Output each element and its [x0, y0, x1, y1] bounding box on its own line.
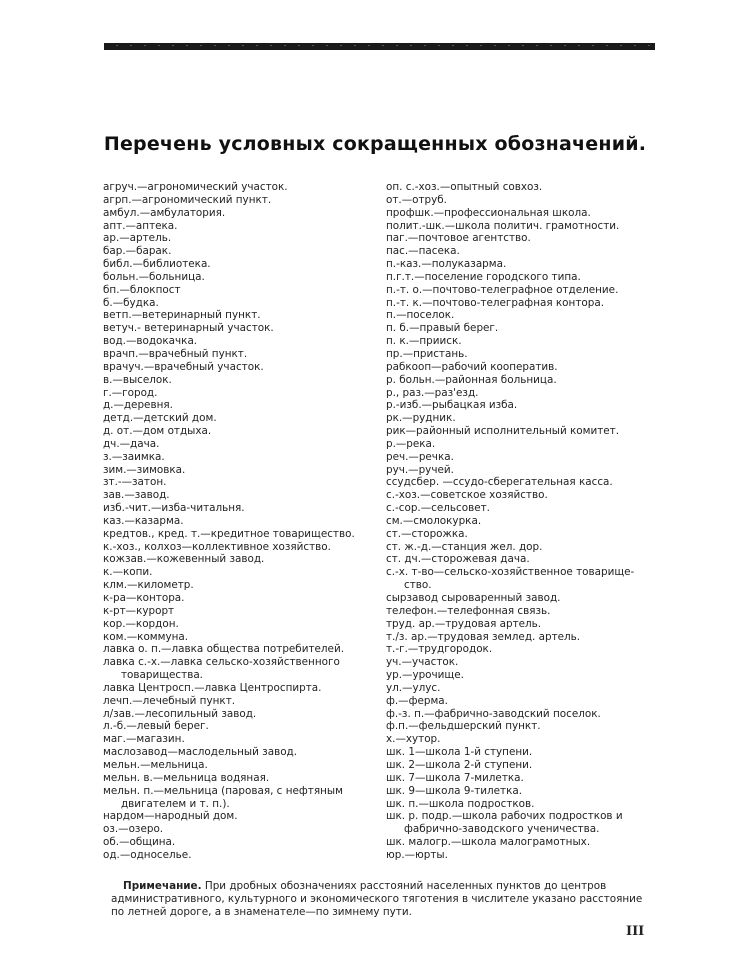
- abbreviation-entry: мельн. в.—мельница водяная.: [103, 771, 270, 784]
- abbreviation-entry: ссудсбер. —ссудо-сберегательная касса.: [386, 476, 613, 489]
- abbreviation-entry: профшк.—профессиональная школа.: [386, 206, 591, 219]
- abbreviation-entry: бар.—барак.: [103, 245, 172, 258]
- abbreviation-entry: руч.—ручей.: [386, 463, 454, 476]
- abbreviation-entry: шк. 9—школа 9-тилетка.: [386, 784, 523, 797]
- abbreviation-entry: г.—город.: [103, 386, 158, 399]
- abbreviation-entry: клм.—километр.: [103, 579, 194, 592]
- abbreviation-entry: кожзав.—кожевенный завод.: [103, 553, 265, 566]
- abbreviation-entry: ветп.—ветеринарный пункт.: [103, 309, 261, 322]
- abbreviation-entry: юр.—юрты.: [386, 848, 448, 861]
- abbreviation-entry: рик—районный исполнительный комитет.: [386, 425, 620, 438]
- abbreviation-entry: шк. 7—школа 7-милетка.: [386, 771, 524, 784]
- abbreviation-entry: каз.—казарма.: [103, 514, 184, 527]
- abbreviation-entry: бп.—блокпост: [103, 283, 181, 296]
- abbreviation-entry: больн.—больница.: [103, 270, 205, 283]
- abbreviation-entry: т.-г.—трудгородок.: [386, 643, 493, 656]
- footnote-text: При дробных обозначениях расстояний населенных пунктов до центров административного, культурного и экономического тяготения в числителе указано расстояние по летней дороге, а в знаменателе—по зимнему пути.: [111, 880, 643, 918]
- abbreviation-entry: д. от.—дом отдыха.: [103, 425, 212, 438]
- abbreviation-entry: рабкооп—рабочий кооператив.: [386, 360, 558, 373]
- abbreviation-entry: п.-т. к.—почтово-телеграфная контора.: [386, 296, 605, 309]
- abbreviation-entry: р.—река.: [386, 437, 436, 450]
- abbreviation-entry: ул.—улус.: [386, 681, 441, 694]
- abbreviation-entry: т./з. ар.—трудовая землед. артель.: [386, 630, 581, 643]
- abbreviation-entry: врачп.—врачебный пункт.: [103, 347, 248, 360]
- abbreviation-entry: об.—община.: [103, 836, 176, 849]
- abbreviation-entry: кор.—кордон.: [103, 617, 179, 630]
- abbreviation-entry: вод.—водокачка.: [103, 335, 198, 348]
- abbreviation-entry: маслозавод—маслодельный завод.: [103, 746, 298, 759]
- abbreviation-entry: ст.—сторожка.: [386, 527, 468, 540]
- abbreviation-entry: к.—копи.: [103, 566, 153, 579]
- abbreviation-entry: амбул.—амбулатория.: [103, 206, 226, 219]
- abbreviation-entry: шк. п.—школа подростков.: [386, 797, 535, 810]
- abbreviation-entry: мельн.—мельница.: [103, 758, 208, 771]
- abbreviation-entry: д.—деревня.: [103, 399, 173, 412]
- abbreviation-entry: п.г.т.—поселение городского типа.: [386, 270, 581, 283]
- abbreviation-entry: двигателем и т. п.).: [121, 797, 230, 810]
- abbreviation-entry: зим.—зимовка.: [103, 463, 186, 476]
- abbreviation-entry: ф.-з. п.—фабрично-заводский поселок.: [386, 707, 601, 720]
- abbreviation-entry: шк. 1—школа 1-й ступени.: [386, 746, 533, 759]
- abbreviation-entry: шк. 2—школа 2-й ступени.: [386, 758, 533, 771]
- abbreviation-entry: изб.-чит.—изба-читальня.: [103, 502, 245, 515]
- abbreviation-entry: с.-сор.—сельсовет.: [386, 502, 490, 515]
- abbreviation-entry: в.—выселок.: [103, 373, 172, 386]
- abbreviation-entry: уч.—участок.: [386, 656, 459, 669]
- abbreviation-entry: маг.—магазин.: [103, 733, 185, 746]
- footnote: [111, 880, 656, 919]
- abbreviation-entry: лечп.—лечебный пункт.: [103, 694, 236, 707]
- abbreviation-entry: шк. малогр.—школа малограмотных.: [386, 836, 591, 849]
- abbreviation-entry: дч.—дача.: [103, 437, 160, 450]
- abbreviation-entry: лавка с.-х.—лавка сельско-хозяйственного: [103, 656, 340, 669]
- abbreviation-entry: рк.—рудник.: [386, 412, 456, 425]
- abbreviation-entry: п. к.—прииск.: [386, 335, 462, 348]
- abbreviation-entry: х.—хутор.: [386, 733, 441, 746]
- abbreviation-entry: пас.—пасека.: [386, 245, 460, 258]
- abbreviation-entry: ар.—артель.: [103, 232, 172, 245]
- abbreviation-entry: мельн. п.—мельница (паровая, с нефтяным: [103, 784, 343, 797]
- abbreviation-entry: п.-каз.—полуказарма.: [386, 258, 507, 271]
- abbreviation-entry: к-рт—курорт: [103, 604, 175, 617]
- abbreviation-entry: с.-х. т-во—сельско-хозяйственное товарище-: [386, 566, 635, 579]
- abbreviation-entry: ком.—коммуна.: [103, 630, 189, 643]
- abbreviation-entry: п.—поселок.: [386, 309, 455, 322]
- page-number: III: [626, 924, 645, 939]
- abbreviation-entry: зт.-—затон.: [103, 476, 167, 489]
- abbreviation-entry: р.-изб.—рыбацкая изба.: [386, 399, 518, 412]
- abbreviation-entry: к-ра—контора.: [103, 592, 185, 604]
- abbreviation-list-right: [386, 181, 658, 862]
- abbreviation-entry: см.—смолокурка.: [386, 514, 482, 527]
- abbreviation-entry: товарищества.: [121, 669, 203, 682]
- abbreviation-entry: библ.—библиотека.: [103, 258, 211, 271]
- abbreviation-entry: агруч.—агрономический участок.: [103, 181, 288, 193]
- abbreviation-entry: ст. дч.—сторожевая дача.: [386, 553, 530, 566]
- abbreviation-entry: кредтов., кред. т.—кредитное товарищество.: [103, 527, 355, 540]
- abbreviation-entry: з.—заимка.: [103, 450, 165, 463]
- abbreviation-entry: р., раз.—раз'езд.: [386, 386, 479, 399]
- abbreviation-entry: ст. ж.-д.—станция жел. дор.: [386, 540, 543, 553]
- abbreviation-entry: од.—односелье.: [103, 848, 192, 861]
- abbreviation-list-left: [103, 181, 383, 862]
- abbreviation-entry: шк. р. подр.—школа рабочих подростков и: [386, 810, 623, 823]
- abbreviation-entry: с.-хоз.—советское хозяйство.: [386, 489, 548, 502]
- abbreviation-entry: ветуч.- ветеринарный участок.: [103, 322, 274, 335]
- abbreviation-entry: апт.—аптека.: [103, 219, 178, 232]
- abbreviation-entry: к.-хоз., колхоз—коллективное хозяйство.: [103, 540, 331, 553]
- abbreviation-entry: р. больн.—районная больница.: [386, 373, 557, 386]
- abbreviation-entry: труд. ар.—трудовая артель.: [386, 617, 542, 630]
- abbreviation-entry: л.-б.—левый берег.: [103, 720, 209, 733]
- abbreviation-entry: оп. с.-хоз.—опытный совхоз.: [386, 181, 543, 193]
- abbreviation-entry: реч.—речка.: [386, 450, 454, 463]
- abbreviation-entry: паг.—почтовое агентство.: [386, 232, 531, 245]
- page-title: Перечень условных сокращенных обозначений.: [103, 133, 647, 155]
- top-rule: [104, 43, 655, 50]
- abbreviation-entry: п. б.—правый берег.: [386, 322, 499, 335]
- abbreviation-entry: п.-т. о.—почтово-телеграфное отделение.: [386, 283, 619, 296]
- abbreviation-entry: ство.: [404, 579, 432, 592]
- abbreviation-entry: зав.—завод.: [103, 489, 170, 502]
- footnote-label: Примечание.: [123, 880, 202, 892]
- abbreviation-entry: телефон.—телефонная связь.: [386, 604, 551, 617]
- abbreviation-entry: ф.п.—фельдшерский пункт.: [386, 720, 541, 733]
- abbreviation-entry: лавка о. п.—лавка общества потребителей.: [103, 643, 344, 656]
- abbreviation-entry: ур.—урочище.: [386, 669, 464, 682]
- abbreviation-entry: от.—отруб.: [386, 193, 447, 206]
- abbreviation-entry: л/зав.—лесопильный завод.: [103, 707, 257, 720]
- abbreviation-entry: детд.—детский дом.: [103, 412, 217, 425]
- abbreviation-entry: сырзавод сыроваренный завод.: [386, 592, 561, 604]
- abbreviation-entry: фабрично-заводского ученичества.: [404, 823, 600, 836]
- abbreviation-entry: ф.—ферма.: [386, 694, 448, 707]
- abbreviation-entry: полит.-шк.—школа политич. грамотности.: [386, 219, 620, 232]
- abbreviation-entry: агрп.—агрономический пункт.: [103, 193, 272, 206]
- abbreviation-entry: лавка Центросп.—лавка Центроспирта.: [103, 681, 322, 694]
- abbreviation-entry: оз.—озеро.: [103, 823, 164, 836]
- abbreviation-entry: нардом—народный дом.: [103, 810, 238, 823]
- abbreviation-entry: врачуч.—врачебный участок.: [103, 360, 264, 373]
- abbreviation-entry: б.—будка.: [103, 296, 159, 309]
- abbreviation-entry: пр.—пристань.: [386, 347, 468, 360]
